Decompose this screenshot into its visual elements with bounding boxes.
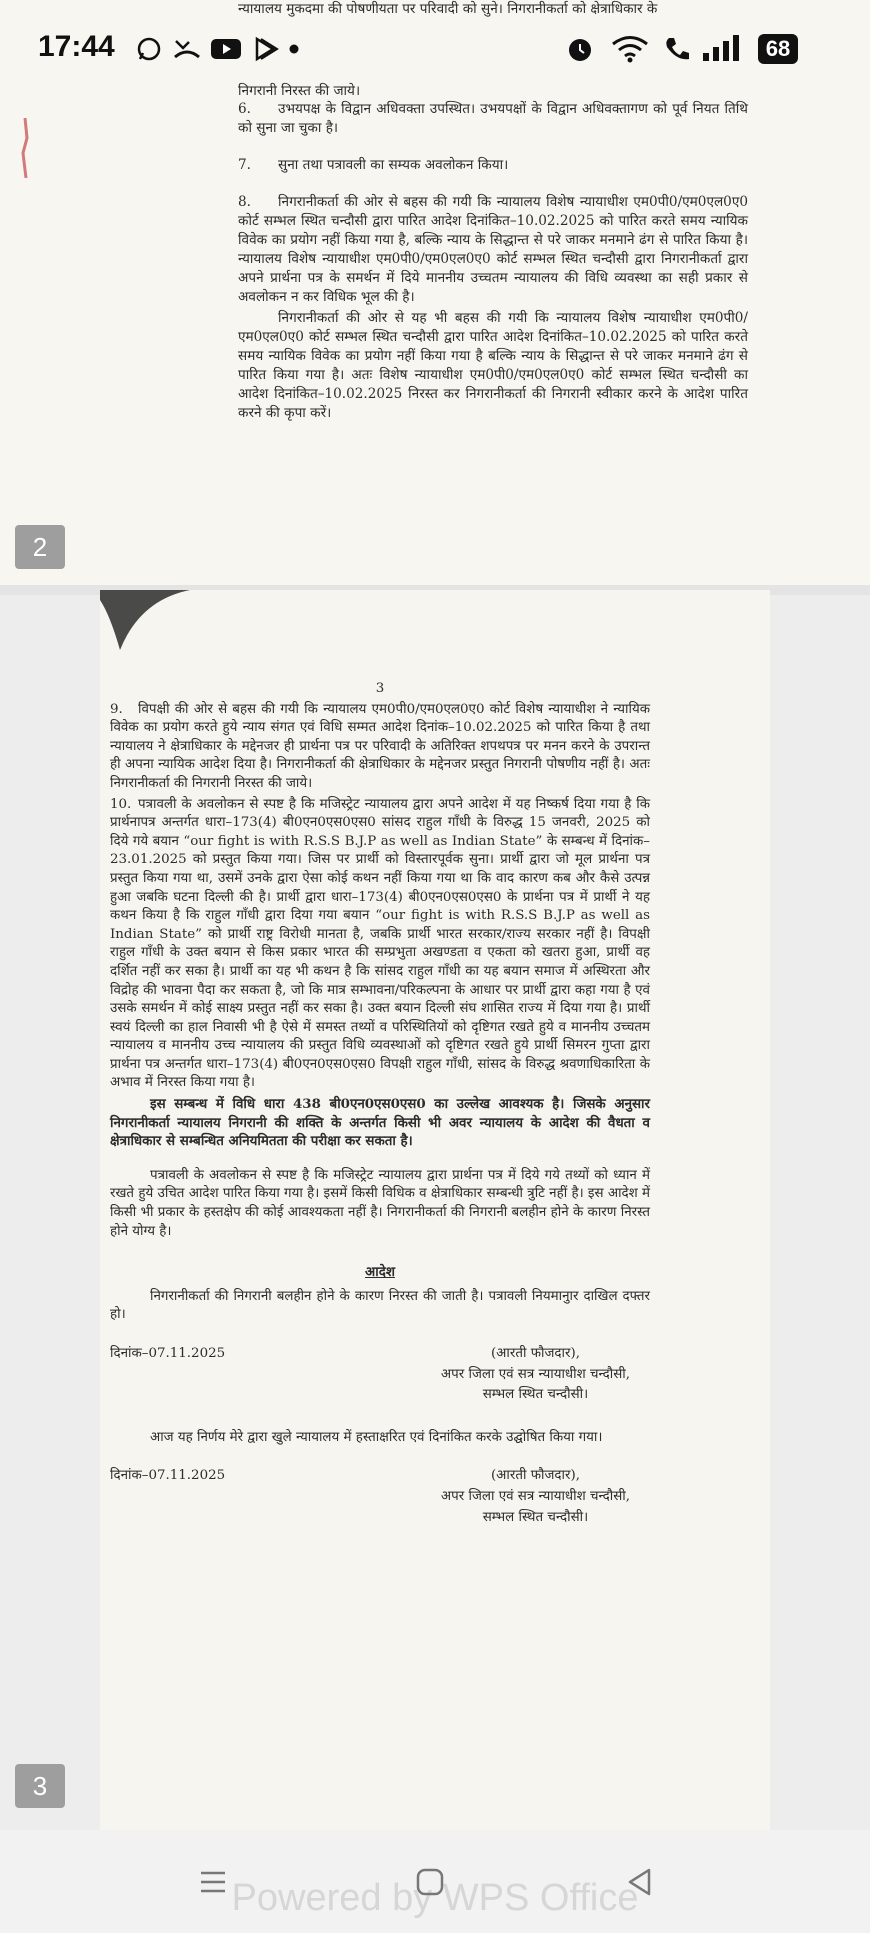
signal-icon: [700, 34, 746, 64]
paragraph-number: 8.: [238, 194, 251, 210]
paragraph-number: 9.: [110, 701, 123, 717]
judge-signature: [441, 1467, 630, 1529]
paragraph-text: निगरानीकर्ता की ओर से बहस की गयी कि न्यायालय विशेष न्यायाधीश एम0पी0/एम0एल0ए0 कोर्ट सम्भल स्थित चन्दौसी द्वारा पारित आदेश दिनांकित–10.02.2025 को पारित करते समय न्यायिक विवेक का प्रयोग नहीं किया गया है, बल्कि न्याय के सिद्धान्त से परे जाकर मनमाने ढंग से पारित किया है। न्यायालय विशेष न्यायाधीश एम0पी0/एम0एल0ए0 कोर्ट सम्भल स्थित चन्दौसी द्वारा निगरानीकर्ता द्वारा अपने प्रार्थना पत्र के समर्थन में दिये माननीय उच्चतम न्यायालय की विधि व्यवस्था का सही प्रकार से अवलोकन न कर विधिक भूल की है।: [238, 194, 748, 305]
alarm-icon: [565, 34, 595, 64]
wps-watermark: Powered by WPS Office: [231, 1877, 639, 1919]
back-icon[interactable]: [620, 1862, 660, 1902]
paragraph-text: उभयपक्ष के विद्वान अधिवक्ता उपस्थित। उभयपक्षों के विद्वान अधिवक्तागण को पूर्व नियत तिथि को सुना जा चुका है।: [238, 101, 748, 136]
page2-paragraphs: [238, 100, 748, 425]
paragraph-number: 7.: [238, 157, 251, 173]
missed-call-icon: [172, 34, 202, 64]
pronouncement-text: आज यह निर्णय मेरे द्वारा खुले न्यायालय में हस्ताक्षरित एवं दिनांकित करके उद्घोषित किया गया।: [150, 1429, 603, 1445]
paragraph-8-continued: निगरानीकर्ता की ओर से यह भी बहस की गयी कि न्यायालय विशेष न्यायाधीश एम0पी0/एम0एल0ए0 कोर्ट सम्भल स्थित चन्दौसी द्वारा पारित आदेश दिनांकित–10.02.2025 को पारित करते समय न्यायिक विवेक का प्रयोग नहीं किया गया है बल्कि न्याय के सिद्धान्त से परे जाकर मनमाने ढंग से पारित किया गया है। अतः विशेष न्यायाधीश एम0पी0/एम0एल0ए0 कोर्ट सम्भल स्थित चन्दौसी का आदेश दिनांकित–10.02.2025 निरस्त कर निगरानीकर्ता की निगरानी स्वीकार करने के आदेश पारित करने की कृपा करें।: [238, 310, 748, 421]
red-ink-mark: [20, 118, 30, 178]
judge-signature: [441, 1345, 630, 1407]
signature-line: सम्भल स्थित चन्दौसी।: [482, 1387, 589, 1403]
conclusion-paragraph: पत्रावली के अवलोकन से स्पष्ट है कि मजिस्ट्रेट न्यायालय द्वारा प्रार्थना पत्र में दिये गये तथ्यों को ध्यान में रखते हुये उचित आदेश पारित किया गया है। इसमें किसी विधिक व क्षेत्राधिकार सम्बन्धी त्रुटि नहीं है। इस आदेश में किसी भी प्रकार के हस्तक्षेप की कोई आवश्यकता नहीं है। निगरानीकर्ता की निगरानी बलहीन होने के कारण निरस्त होने योग्य है।: [110, 1167, 650, 1239]
home-icon[interactable]: [410, 1862, 450, 1902]
order-text: निगरानीकर्ता की निगरानी बलहीन होने के कारण निरस्त की जाती है। पत्रावली नियमानुार दाखिल दफ्तर हो।: [110, 1288, 650, 1323]
document-page-3: [100, 590, 770, 1830]
page-badge-2[interactable]: 2: [15, 525, 65, 569]
dot-icon: [288, 34, 300, 64]
paragraph-text: पत्रावली के अवलोकन से स्पष्ट है कि मजिस्ट्रेट न्यायालय द्वारा अपने आदेश में यह निष्कर्ष दिया गया है कि प्रार्थनापत्र अन्तर्गत धारा–173(4) बी0एन0एस0एस0 सांसद राहुल गाँधी के विरुद्ध 15 जनवरी, 2025 को दिये गये बयान “our fight is with R.S.S B.J.P as well as Indian State” के सम्बन्ध में दिनांक–23.01.2025 को प्रस्तुत किया गया। जिस पर प्रार्थी को विस्तारपूर्वक सुना। प्रार्थी द्वारा जो मूल प्रार्थना पत्र प्रस्तुत किया गया था, उसमें उनके द्वारा ऐसा कोई कथन नहीं किया गया था कि वाद कारण कब और कैसे उत्पन्न हुआ जबकि घटना दिल्ली की है। प्रार्थी द्वारा धारा–173(4) बी0एन0एस0एस0 के प्रार्थना पत्र में प्रार्थी ने यह कथन किया है कि राहुल गाँधी द्वारा दिया गया बयान “our fight is with R.S.S B.J.P as well as Indian State” को प्रार्थी राष्ट्र विरोधी मानता है, जबकि प्रार्थी भारत सरकार/राज्य सरकार नहीं है। विपक्षी राहुल गाँधी के उक्त बयान से किस प्रकार भारत की सम्प्रभुता अखण्डता व एकता को खतरा हुआ, प्रार्थी वह दर्शित नहीं कर सका है। प्रार्थी का यह भी कथन है कि सांसद राहुल गाँधी का यह बयान समाज में अस्थिरता और विद्रोह की भावना पैदा कर सकता है, जो कि मात्र सम्भावना/परिकल्पना के आधार पर प्रार्थी द्वारा कहा गया है एवं उसके समर्थन में कोई साक्ष्य प्रस्तुत नहीं कर सका है। उक्त बयान दिल्ली संघ शासित राज्य में दिया गया है। प्रार्थी स्वयं दिल्ली का हाल निवासी भी है ऐसे में समस्त तथ्यों व परिस्थितियों को दृष्टिगत रखते हुये व माननीय उच्चतम न्यायालय व माननीय उच्च न्यायालय की प्रस्तुत विधि व्यवस्थाओं को दृष्टिगत रखते हुये प्रार्थी सिमरन गुप्ता द्वारा प्रार्थना पत्र अन्तर्गत धारा–173(4) बी0एन0एस0एस0 विपक्षी राहुल गाँधी, सांसद के विरुद्ध श्रवणाधिकारिता के अभाव में निरस्त किया गया है।: [110, 796, 650, 1091]
paragraph-6: [238, 100, 748, 138]
signature-line: (आरती फौजदार),: [490, 1468, 580, 1484]
paragraph-9: [110, 701, 650, 794]
status-time: 17:44: [38, 30, 115, 63]
paragraph-number: 6.: [238, 101, 251, 117]
paragraph-7: [238, 156, 748, 175]
status-bar: [0, 0, 870, 100]
paragraph-8: [238, 193, 748, 307]
wifi-icon: [610, 34, 650, 64]
play-icon: [250, 34, 280, 64]
text-line: न्यायालय मुकदमा की पोषणीयता पर परिवादी को सुने। निगरानीकर्ता को क्षेत्राधिकार के: [238, 1, 658, 17]
page-badge-3[interactable]: 3: [15, 1764, 65, 1808]
order-heading: आदेश: [365, 1264, 395, 1281]
page-fold-shadow: [100, 590, 190, 650]
order-date: दिनांक–07.11.2025: [110, 1346, 226, 1361]
paragraph-text: विपक्षी की ओर से बहस की गयी कि न्यायालय एम0पी0/एम0एल0ए0 कोर्ट विशेष न्यायाधीश ने न्यायिक विवेक का प्रयोग करते हुये न्याय संगत एवं विधि सम्मत आदेश दिनांक–10.02.2025 को पारित किया है तथा न्यायालय ने क्षेत्राधिकार के मद्देनजर ही प्रार्थना पत्र पर परिवादी के अतिरिक्त शपथपत्र पर मनन करने के उपरान्त ही अपना न्यायिक आदेश दिया है। निगरानीकर्ता की क्षेत्राधिकार के मद्देनजर प्रस्तुत निगरानी पोषणीय नहीं है। अतः निगरानीकर्ता की निगरानी निरस्त की जाये।: [110, 701, 650, 791]
signature-line: (आरती फौजदार),: [490, 1346, 580, 1361]
paragraph-10: [110, 796, 650, 1094]
whatsapp-icon: [135, 34, 163, 64]
signature-line: अपर जिला एवं सत्र न्यायाधीश चन्दौसी,: [440, 1488, 630, 1504]
signature-line: सम्भल स्थित चन्दौसी।: [482, 1509, 589, 1525]
paragraph-number: 10.: [110, 796, 132, 812]
text-line: निगरानी निरस्त की जाये।: [238, 83, 361, 99]
page-number: 3: [375, 681, 385, 696]
menu-icon[interactable]: [193, 1862, 233, 1902]
legal-provision-paragraph: इस सम्बन्ध में विधि धारा 438 बी0एन0एस0एस0 का उल्लेख आवश्यक है। जिसके अनुसार निगरानीकर्ता न्यायालय निगरानी की शक्ति के अन्तर्गत किसी भी अवर न्यायालय के आदेश की वैधता व क्षेत्राधिकार से सम्बन्धित अनियमितता की परीक्षा कर सकता है।: [110, 1096, 650, 1150]
paragraph-text: सुना तथा पत्रावली का सम्यक अवलोकन किया।: [278, 157, 509, 173]
battery-indicator: 68: [758, 34, 798, 64]
youtube-icon: [210, 34, 242, 64]
signature-block-1: [110, 1345, 650, 1407]
call-icon: [662, 34, 692, 64]
pronouncement-date: दिनांक–07.11.2025: [110, 1468, 226, 1484]
signature-block-2: [110, 1467, 650, 1529]
page3-body: [110, 680, 650, 1529]
signature-line: अपर जिला एवं सत्र न्यायाधीश चन्दौसी,: [440, 1366, 630, 1382]
